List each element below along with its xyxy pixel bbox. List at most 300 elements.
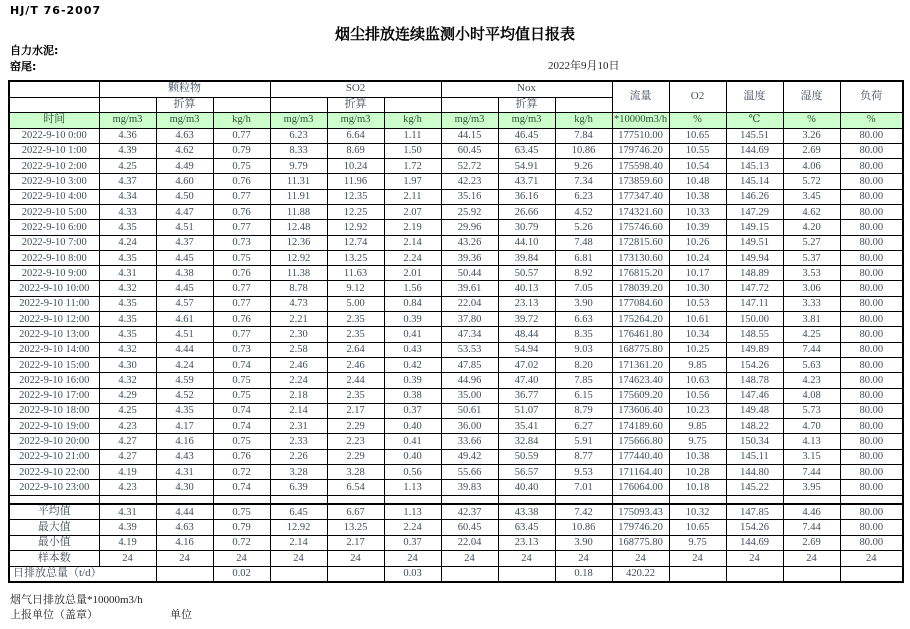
cell-flow: 171361.20 — [612, 357, 669, 372]
summary-humidity: 24 — [783, 551, 840, 567]
cell-load: 80.00 — [840, 189, 903, 204]
cell-nox-converted: 32.84 — [498, 434, 555, 449]
spacer-flow — [612, 495, 669, 504]
cell-flow: 175264.20 — [612, 312, 669, 327]
cell-humidity: 4.20 — [783, 220, 840, 235]
cell-so2-converted: 2.23 — [327, 434, 384, 449]
cell-nox-kgh: 7.05 — [555, 281, 612, 296]
cell-nox-converted: 54.91 — [498, 159, 555, 174]
cell-flow: 176064.00 — [612, 480, 669, 495]
cell-nox-converted: 40.13 — [498, 281, 555, 296]
cell-time: 2022-9-10 11:00 — [9, 296, 99, 311]
cell-pm-converted: 4.31 — [156, 465, 213, 480]
nox-converted-label: 折算 — [498, 97, 555, 112]
group-nox: Nox — [441, 81, 612, 97]
cell-pm-kgh: 0.77 — [213, 327, 270, 342]
cell-so2-mgm3: 8.78 — [270, 281, 327, 296]
cell-nox-mgm3: 39.36 — [441, 250, 498, 265]
cell-pm-mgm3: 4.35 — [99, 250, 156, 265]
cell-time: 2022-9-10 9:00 — [9, 266, 99, 281]
summary-label: 平均值 — [9, 504, 99, 520]
hourly-data-row — [9, 204, 903, 219]
cell-o2: 10.38 — [669, 449, 726, 464]
cell-pm-kgh: 0.75 — [213, 250, 270, 265]
cell-pm-mgm3: 4.19 — [99, 465, 156, 480]
cell-nox-converted: 30.79 — [498, 220, 555, 235]
cell-so2-converted: 12.92 — [327, 220, 384, 235]
cell-time: 2022-9-10 16:00 — [9, 373, 99, 388]
hourly-data-row — [9, 327, 903, 342]
cell-time: 2022-9-10 6:00 — [9, 220, 99, 235]
summary-nox-converted: 23.13 — [498, 535, 555, 551]
summary-row — [9, 520, 903, 536]
cell-pm-converted: 4.60 — [156, 174, 213, 189]
cell-so2-converted: 2.29 — [327, 449, 384, 464]
cell-load: 80.00 — [840, 449, 903, 464]
cell-nox-kgh: 7.84 — [555, 128, 612, 143]
col-flow-header: 流量 — [612, 81, 669, 112]
cell-so2-converted: 2.46 — [327, 357, 384, 372]
summary-humidity: 2.69 — [783, 535, 840, 551]
summary-load: 80.00 — [840, 535, 903, 551]
pm-converted-label: 折算 — [156, 97, 213, 112]
cell-nox-converted: 26.66 — [498, 204, 555, 219]
cell-flow: 172815.60 — [612, 235, 669, 250]
cell-flow: 175598.40 — [612, 159, 669, 174]
pm-raw-spacer — [99, 97, 156, 112]
cell-nox-kgh: 5.26 — [555, 220, 612, 235]
unit-pm-converted-mgm3: mg/m3 — [156, 112, 213, 128]
cell-nox-converted: 54.94 — [498, 342, 555, 357]
hourly-data-row — [9, 189, 903, 204]
cell-load: 80.00 — [840, 403, 903, 418]
cell-pm-mgm3: 4.23 — [99, 480, 156, 495]
cell-time: 2022-9-10 10:00 — [9, 281, 99, 296]
summary-humidity: 7.44 — [783, 520, 840, 536]
cell-pm-converted: 4.16 — [156, 434, 213, 449]
cell-nox-mgm3: 39.61 — [441, 281, 498, 296]
summary-so2-kgh: 0.37 — [384, 535, 441, 551]
pm-kgh-spacer — [213, 97, 270, 112]
hourly-data-row — [9, 357, 903, 372]
cell-pm-mgm3: 4.27 — [99, 434, 156, 449]
cell-load: 80.00 — [840, 312, 903, 327]
cell-nox-mgm3: 53.53 — [441, 342, 498, 357]
cell-pm-kgh: 0.75 — [213, 388, 270, 403]
summary-row — [9, 504, 903, 520]
summary-so2-kgh: 1.13 — [384, 504, 441, 520]
daily-total-temperature — [726, 566, 783, 582]
cell-humidity: 3.45 — [783, 189, 840, 204]
header-group-row — [9, 81, 903, 97]
cell-pm-mgm3: 4.37 — [99, 174, 156, 189]
cell-humidity: 4.62 — [783, 204, 840, 219]
cell-so2-converted: 2.35 — [327, 327, 384, 342]
cell-o2: 9.85 — [669, 419, 726, 434]
spacer-pm-kgh — [213, 495, 270, 504]
cell-pm-converted: 4.24 — [156, 357, 213, 372]
cell-nox-converted: 39.72 — [498, 312, 555, 327]
cell-nox-mgm3: 29.96 — [441, 220, 498, 235]
cell-humidity: 5.73 — [783, 403, 840, 418]
cell-temperature: 147.29 — [726, 204, 783, 219]
cell-pm-converted: 4.62 — [156, 143, 213, 158]
cell-temperature: 150.00 — [726, 312, 783, 327]
cell-so2-kgh: 2.19 — [384, 220, 441, 235]
hourly-data-row — [9, 342, 903, 357]
summary-temperature: 144.69 — [726, 535, 783, 551]
cell-load: 80.00 — [840, 419, 903, 434]
cell-temperature: 149.51 — [726, 235, 783, 250]
cell-nox-mgm3: 44.96 — [441, 373, 498, 388]
cell-so2-mgm3: 2.58 — [270, 342, 327, 357]
cell-so2-converted: 10.24 — [327, 159, 384, 174]
cell-flow: 176461.80 — [612, 327, 669, 342]
cell-nox-kgh: 10.86 — [555, 143, 612, 158]
cell-pm-kgh: 0.77 — [213, 296, 270, 311]
cell-nox-converted: 36.16 — [498, 189, 555, 204]
cell-flow: 173130.60 — [612, 250, 669, 265]
cell-pm-converted: 4.43 — [156, 449, 213, 464]
cell-nox-kgh: 6.81 — [555, 250, 612, 265]
spacer-pm-mgm3 — [99, 495, 156, 504]
cell-load: 80.00 — [840, 281, 903, 296]
cell-temperature: 150.34 — [726, 434, 783, 449]
summary-nox-kgh: 7.42 — [555, 504, 612, 520]
header-units-row — [9, 112, 903, 128]
cell-nox-mgm3: 47.34 — [441, 327, 498, 342]
cell-pm-kgh: 0.77 — [213, 189, 270, 204]
cell-temperature: 149.15 — [726, 220, 783, 235]
summary-pm-kgh: 0.75 — [213, 504, 270, 520]
time-header-spacer-2 — [9, 97, 99, 112]
cell-nox-kgh: 7.48 — [555, 235, 612, 250]
unit-temperature-celsius: ℃ — [726, 112, 783, 128]
hourly-data-row — [9, 174, 903, 189]
cell-temperature: 148.78 — [726, 373, 783, 388]
cell-humidity: 7.44 — [783, 465, 840, 480]
spacer-so2-converted — [327, 495, 384, 504]
cell-nox-converted: 47.40 — [498, 373, 555, 388]
cell-so2-kgh: 1.11 — [384, 128, 441, 143]
cell-o2: 10.39 — [669, 220, 726, 235]
summary-load: 80.00 — [840, 504, 903, 520]
col-humidity-header: 湿度 — [783, 81, 840, 112]
cell-time: 2022-9-10 19:00 — [9, 419, 99, 434]
cell-o2: 10.63 — [669, 373, 726, 388]
cell-so2-mgm3: 8.33 — [270, 143, 327, 158]
cell-so2-kgh: 0.56 — [384, 465, 441, 480]
group-so2: SO2 — [270, 81, 441, 97]
summary-so2-kgh: 2.24 — [384, 520, 441, 536]
daily-total-o2 — [669, 566, 726, 582]
emission-report-table — [8, 80, 904, 583]
unit-label: 单位 — [170, 609, 192, 621]
cell-load: 80.00 — [840, 250, 903, 265]
cell-pm-kgh: 0.74 — [213, 403, 270, 418]
company-label: 自力水泥: — [10, 44, 59, 57]
cell-o2: 10.55 — [669, 143, 726, 158]
cell-so2-mgm3: 2.33 — [270, 434, 327, 449]
cell-pm-converted: 4.61 — [156, 312, 213, 327]
cell-so2-mgm3: 11.31 — [270, 174, 327, 189]
unit-pm-mgm3: mg/m3 — [99, 112, 156, 128]
cell-time: 2022-9-10 0:00 — [9, 128, 99, 143]
cell-nox-mgm3: 37.80 — [441, 312, 498, 327]
summary-so2-mgm3: 6.45 — [270, 504, 327, 520]
summary-pm-converted: 4.44 — [156, 504, 213, 520]
cell-nox-converted: 36.77 — [498, 388, 555, 403]
cell-nox-kgh: 6.27 — [555, 419, 612, 434]
cell-nox-kgh: 7.85 — [555, 373, 612, 388]
cell-flow: 173859.60 — [612, 174, 669, 189]
cell-time: 2022-9-10 4:00 — [9, 189, 99, 204]
cell-humidity: 3.81 — [783, 312, 840, 327]
cell-pm-converted: 4.17 — [156, 419, 213, 434]
cell-flow: 177084.60 — [612, 296, 669, 311]
cell-temperature: 145.13 — [726, 159, 783, 174]
cell-humidity: 5.27 — [783, 235, 840, 250]
cell-o2: 10.54 — [669, 159, 726, 174]
cell-so2-converted: 12.25 — [327, 204, 384, 219]
unit-so2-converted-mgm3: mg/m3 — [327, 112, 384, 128]
hourly-data-row — [9, 449, 903, 464]
cell-nox-mgm3: 50.44 — [441, 266, 498, 281]
cell-pm-kgh: 0.74 — [213, 419, 270, 434]
cell-pm-kgh: 0.76 — [213, 204, 270, 219]
time-header-spacer-1 — [9, 81, 99, 97]
cell-pm-kgh: 0.76 — [213, 449, 270, 464]
cell-so2-converted: 2.35 — [327, 388, 384, 403]
cell-temperature: 149.94 — [726, 250, 783, 265]
cell-load: 80.00 — [840, 174, 903, 189]
cell-so2-mgm3: 6.39 — [270, 480, 327, 495]
cell-flow: 175666.80 — [612, 434, 669, 449]
hourly-data-row — [9, 281, 903, 296]
cell-humidity: 4.13 — [783, 434, 840, 449]
cell-humidity: 4.06 — [783, 159, 840, 174]
summary-nox-kgh: 24 — [555, 551, 612, 567]
cell-so2-converted: 2.64 — [327, 342, 384, 357]
cell-nox-mgm3: 33.66 — [441, 434, 498, 449]
cell-nox-converted: 47.02 — [498, 357, 555, 372]
cell-nox-mgm3: 49.42 — [441, 449, 498, 464]
summary-nox-kgh: 10.86 — [555, 520, 612, 536]
summary-temperature: 24 — [726, 551, 783, 567]
cell-humidity: 3.53 — [783, 266, 840, 281]
cell-flow: 176815.20 — [612, 266, 669, 281]
cell-nox-converted: 39.84 — [498, 250, 555, 265]
spacer-so2-mgm3 — [270, 495, 327, 504]
cell-so2-kgh: 1.56 — [384, 281, 441, 296]
cell-time: 2022-9-10 5:00 — [9, 204, 99, 219]
cell-nox-kgh: 9.26 — [555, 159, 612, 174]
summary-pm-mgm3: 4.19 — [99, 535, 156, 551]
cell-nox-kgh: 6.23 — [555, 189, 612, 204]
summary-pm-mgm3: 4.31 — [99, 504, 156, 520]
hourly-data-row — [9, 373, 903, 388]
cell-so2-kgh: 0.37 — [384, 403, 441, 418]
cell-o2: 10.26 — [669, 235, 726, 250]
cell-pm-converted: 4.49 — [156, 159, 213, 174]
cell-pm-kgh: 0.73 — [213, 235, 270, 250]
cell-so2-mgm3: 2.26 — [270, 449, 327, 464]
cell-nox-mgm3: 44.15 — [441, 128, 498, 143]
cell-flow: 175609.20 — [612, 388, 669, 403]
cell-flow: 173606.40 — [612, 403, 669, 418]
cell-pm-mgm3: 4.25 — [99, 403, 156, 418]
cell-nox-converted: 48.44 — [498, 327, 555, 342]
hourly-data-row — [9, 266, 903, 281]
summary-nox-mgm3: 42.37 — [441, 504, 498, 520]
cell-flow: 178039.20 — [612, 281, 669, 296]
station-label: 窑尾: — [10, 60, 37, 73]
cell-pm-mgm3: 4.24 — [99, 235, 156, 250]
cell-so2-mgm3: 2.46 — [270, 357, 327, 372]
cell-so2-mgm3: 2.21 — [270, 312, 327, 327]
cell-nox-mgm3: 60.45 — [441, 143, 498, 158]
cell-humidity: 5.72 — [783, 174, 840, 189]
summary-humidity: 4.46 — [783, 504, 840, 520]
cell-pm-kgh: 0.76 — [213, 266, 270, 281]
daily-total-load — [840, 566, 903, 582]
spacer-row — [9, 495, 903, 504]
cell-flow: 174321.60 — [612, 204, 669, 219]
cell-pm-converted: 4.35 — [156, 403, 213, 418]
summary-load: 80.00 — [840, 520, 903, 536]
cell-temperature: 146.26 — [726, 189, 783, 204]
daily-total-humidity — [783, 566, 840, 582]
hourly-data-row — [9, 419, 903, 434]
cell-so2-converted: 3.28 — [327, 465, 384, 480]
cell-load: 80.00 — [840, 204, 903, 219]
summary-label: 样本数 — [9, 551, 99, 567]
cell-so2-kgh: 0.42 — [384, 357, 441, 372]
cell-so2-converted: 12.35 — [327, 189, 384, 204]
summary-pm-kgh: 24 — [213, 551, 270, 567]
cell-time: 2022-9-10 2:00 — [9, 159, 99, 174]
cell-temperature: 147.11 — [726, 296, 783, 311]
cell-nox-mgm3: 50.61 — [441, 403, 498, 418]
cell-so2-converted: 5.00 — [327, 296, 384, 311]
cell-nox-converted: 63.45 — [498, 143, 555, 158]
daily-total-nox-converted — [498, 566, 555, 582]
cell-pm-kgh: 0.77 — [213, 281, 270, 296]
cell-so2-mgm3: 2.18 — [270, 388, 327, 403]
cell-temperature: 149.89 — [726, 342, 783, 357]
cell-so2-kgh: 2.11 — [384, 189, 441, 204]
cell-so2-kgh: 0.41 — [384, 327, 441, 342]
nox-kgh-spacer — [555, 97, 612, 112]
cell-humidity: 2.69 — [783, 143, 840, 158]
spacer-nox-kgh — [555, 495, 612, 504]
cell-o2: 9.85 — [669, 357, 726, 372]
cell-nox-converted: 23.13 — [498, 296, 555, 311]
hourly-data-row — [9, 296, 903, 311]
cell-o2: 10.17 — [669, 266, 726, 281]
cell-load: 80.00 — [840, 388, 903, 403]
cell-pm-kgh: 0.75 — [213, 434, 270, 449]
cell-pm-mgm3: 4.35 — [99, 327, 156, 342]
unit-pm-kgh: kg/h — [213, 112, 270, 128]
cell-pm-kgh: 0.77 — [213, 128, 270, 143]
cell-o2: 10.18 — [669, 480, 726, 495]
summary-temperature: 147.85 — [726, 504, 783, 520]
cell-pm-converted: 4.59 — [156, 373, 213, 388]
cell-so2-converted: 2.17 — [327, 403, 384, 418]
summary-o2: 10.65 — [669, 520, 726, 536]
cell-o2: 10.30 — [669, 281, 726, 296]
unit-o2-percent: % — [669, 112, 726, 128]
cell-so2-kgh: 0.38 — [384, 388, 441, 403]
cell-load: 80.00 — [840, 128, 903, 143]
cell-so2-converted: 12.74 — [327, 235, 384, 250]
cell-pm-mgm3: 4.36 — [99, 128, 156, 143]
cell-nox-kgh: 8.20 — [555, 357, 612, 372]
cell-pm-mgm3: 4.32 — [99, 342, 156, 357]
cell-nox-mgm3: 22.04 — [441, 296, 498, 311]
cell-so2-kgh: 0.41 — [384, 434, 441, 449]
hourly-data-row — [9, 403, 903, 418]
summary-nox-mgm3: 22.04 — [441, 535, 498, 551]
cell-pm-mgm3: 4.32 — [99, 281, 156, 296]
daily-total-nox-kgh: 0.18 — [555, 566, 612, 582]
hourly-data-row — [9, 465, 903, 480]
cell-load: 80.00 — [840, 220, 903, 235]
summary-so2-converted: 6.67 — [327, 504, 384, 520]
cell-temperature: 145.14 — [726, 174, 783, 189]
spacer-load — [840, 495, 903, 504]
cell-nox-kgh: 8.77 — [555, 449, 612, 464]
cell-nox-mgm3: 47.85 — [441, 357, 498, 372]
cell-flow: 171164.40 — [612, 465, 669, 480]
cell-nox-converted: 50.59 — [498, 449, 555, 464]
cell-pm-mgm3: 4.35 — [99, 312, 156, 327]
so2-raw-spacer — [270, 97, 327, 112]
cell-so2-converted: 6.64 — [327, 128, 384, 143]
cell-humidity: 4.23 — [783, 373, 840, 388]
summary-pm-kgh: 0.79 — [213, 520, 270, 536]
cell-time: 2022-9-10 20:00 — [9, 434, 99, 449]
cell-so2-kgh: 0.84 — [384, 296, 441, 311]
cell-o2: 10.56 — [669, 388, 726, 403]
cell-humidity: 3.33 — [783, 296, 840, 311]
so2-kgh-spacer — [384, 97, 441, 112]
cell-so2-mgm3: 12.48 — [270, 220, 327, 235]
daily-total-so2-converted — [327, 566, 384, 582]
cell-pm-kgh: 0.79 — [213, 143, 270, 158]
cell-time: 2022-9-10 1:00 — [9, 143, 99, 158]
unit-so2-mgm3: mg/m3 — [270, 112, 327, 128]
summary-nox-converted: 43.38 — [498, 504, 555, 520]
cell-pm-kgh: 0.76 — [213, 312, 270, 327]
cell-humidity: 5.63 — [783, 357, 840, 372]
cell-so2-converted: 11.96 — [327, 174, 384, 189]
cell-nox-mgm3: 52.72 — [441, 159, 498, 174]
daily-total-label: 日排放总量（t/d） — [9, 566, 156, 582]
spacer-so2-kgh — [384, 495, 441, 504]
cell-temperature: 149.48 — [726, 403, 783, 418]
cell-temperature: 148.55 — [726, 327, 783, 342]
cell-temperature: 148.22 — [726, 419, 783, 434]
cell-o2: 10.33 — [669, 204, 726, 219]
cell-nox-mgm3: 35.16 — [441, 189, 498, 204]
cell-pm-mgm3: 4.23 — [99, 419, 156, 434]
cell-pm-mgm3: 4.30 — [99, 357, 156, 372]
spacer-o2 — [669, 495, 726, 504]
cell-so2-mgm3: 2.24 — [270, 373, 327, 388]
cell-pm-converted: 4.44 — [156, 342, 213, 357]
